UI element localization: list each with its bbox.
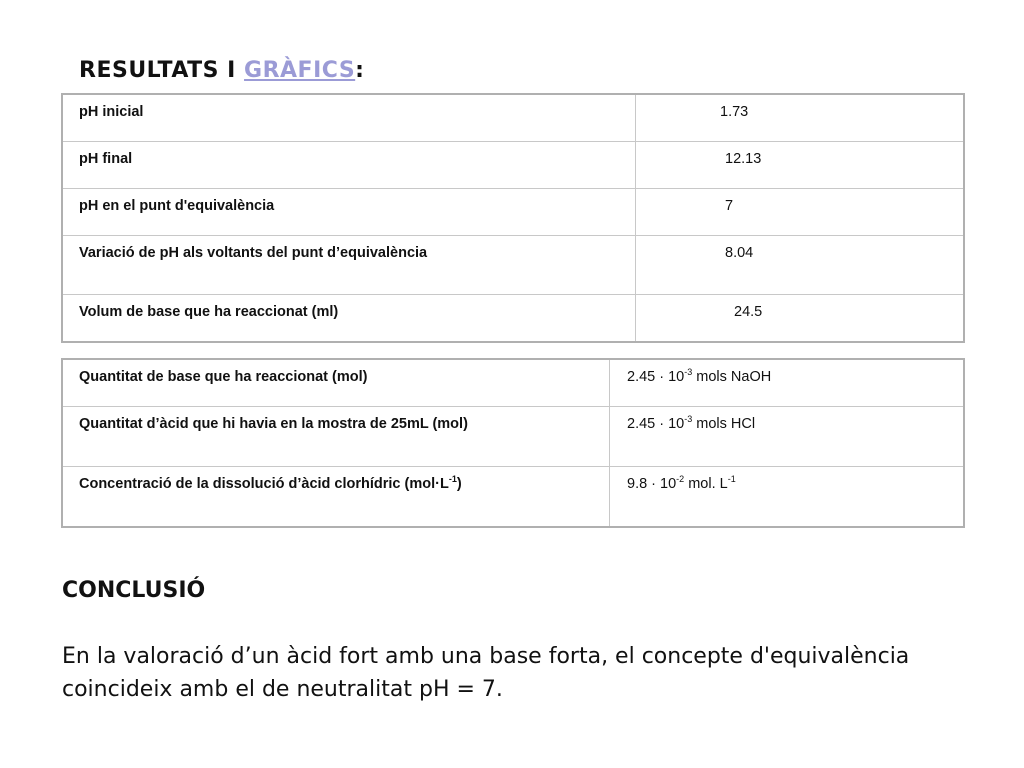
row-value — [610, 467, 963, 492]
value-base: 2.45 · 10 — [627, 369, 685, 385]
row-value-cell — [610, 359, 965, 407]
row-value-cell — [636, 236, 965, 295]
row-label-cell — [62, 467, 610, 528]
row-label-cell — [62, 94, 636, 142]
value-unit: mols NaOH — [692, 369, 772, 385]
row-value-cell — [610, 407, 965, 467]
value-base: 9.8 · 10 — [627, 476, 677, 492]
row-label-cell — [62, 236, 636, 295]
value-exponent: -2 — [676, 474, 685, 485]
graphics-link[interactable]: GRÀFICS — [244, 58, 356, 83]
row-label: Quantitat d’àcid que hi havia en la mostra de 25mL (mol) — [79, 416, 468, 432]
label-text: Concentració de la dissolució d’àcid clorhídric (mol·L — [79, 476, 449, 492]
row-label: Volum de base que ha reaccionat (ml) — [79, 304, 339, 320]
table-row — [62, 236, 964, 295]
label-end: ) — [456, 476, 462, 492]
table-row — [62, 295, 964, 343]
row-label: pH en el punt d'equivalència — [79, 198, 275, 214]
table-row — [62, 94, 964, 142]
value-exponent: -3 — [684, 367, 693, 378]
row-label-cell — [62, 359, 610, 407]
title-prefix: RESULTATS I — [79, 58, 245, 83]
value-unit: mol. L — [684, 476, 728, 492]
row-label: pH inicial — [79, 104, 144, 120]
page-title — [79, 58, 364, 83]
table-row — [62, 189, 964, 236]
row-value — [610, 407, 963, 432]
table-row — [62, 359, 964, 407]
row-label-cell — [62, 295, 636, 343]
results-table — [61, 93, 965, 343]
row-value-cell — [636, 189, 965, 236]
row-label-cell — [62, 189, 636, 236]
row-value: 7 — [725, 198, 734, 214]
table-row — [62, 142, 964, 189]
row-value: 1.73 — [720, 104, 749, 120]
table-row — [62, 407, 964, 467]
row-label-cell — [62, 142, 636, 189]
row-value-cell — [610, 467, 965, 528]
row-value: 12.13 — [725, 151, 762, 167]
quantities-table — [61, 358, 965, 528]
row-value-cell — [636, 295, 965, 343]
title-suffix: : — [355, 58, 365, 83]
row-label: pH final — [79, 151, 133, 167]
row-label-cell — [62, 407, 610, 467]
row-value-cell — [636, 94, 965, 142]
value-exponent-2: -1 — [727, 474, 736, 485]
value-base: 2.45 · 10 — [627, 416, 685, 432]
table-row — [62, 467, 964, 528]
row-label: Quantitat de base que ha reaccionat (mol) — [79, 369, 368, 385]
row-label: Variació de pH als voltants del punt d’equivalència — [79, 245, 428, 261]
label-exponent: -1 — [448, 474, 457, 485]
value-exponent: -3 — [684, 414, 693, 425]
conclusion-text: En la valoració d’un àcid fort amb una base forta, el concepte d'equivalència coincideix amb el de neutralitat pH = 7. — [62, 644, 910, 702]
value-unit: mols HCl — [692, 416, 756, 432]
row-label — [63, 467, 609, 492]
row-value-cell — [636, 142, 965, 189]
conclusion-heading: CONCLUSIÓ — [62, 578, 206, 603]
row-value: 8.04 — [725, 245, 754, 261]
row-value: 24.5 — [734, 304, 763, 320]
row-value — [610, 360, 963, 385]
